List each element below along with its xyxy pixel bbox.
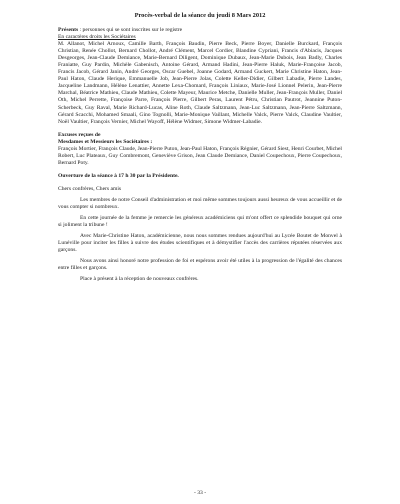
excuses-names: François Mortier, François Claude, Jean-Pierre Puton, Jean-Paul Haton, François Régnier, Gérard Siest, Henri Courbet, Michel Robert, Luc Plateaux, Guy Combremont, Geneviève Grison, Jean Claude Demiance, Daniel Coupechoux, Pierre Coupechoux, Bernard Poty. bbox=[58, 145, 342, 166]
page-title: Procès-verbal de la séance du jeudi 8 Mars 2012 bbox=[134, 12, 266, 19]
presents-heading: Présents bbox=[58, 27, 79, 33]
excuses-heading: Excuses reçues de bbox=[58, 131, 101, 138]
paragraph-2: En cette journée de la femme je remercie les généreux académiciens qui m'ont offert ce splendide bouquet qui orne si joliment la tribune ! bbox=[58, 215, 342, 229]
ouverture: Ouverture de la séance à 17 h 30 par la Présidente. bbox=[58, 172, 179, 179]
paragraph-3: Avec Marie-Christine Haton, académicienne, nous nous sommes rendues aujourd'hui au Lycée Boutet de Monvel à Lunéville pour inciter les filles à suivre des études scientifiques et à démystifier l'accès des carrières réputées réservées aux garçons. bbox=[58, 233, 342, 254]
presents-subheading: En caractères droits les Sociétaires bbox=[58, 34, 136, 41]
excuses-subheading: Mesdames et Messieurs les Sociétaires : bbox=[58, 138, 153, 145]
paragraph-5: Place à présent à la réception de nouveaux confrères. bbox=[80, 276, 199, 283]
presents-heading-line bbox=[58, 27, 342, 34]
presents-names: M. Allanot, Michel Arnoux, Camille Barth, François Baudin, Pierre Beck, Pierre Boyer, Danielle Burckard, François Christian, Renée Chollot, Bernard Chollot, André Clément, Marcel Cordier, Blandine Cypriani, Francis d'Abiacis, Jacques Desgeorges, Jean-Claude Demiance, Marie-Bernard Diligent, Dominique Dubaux, Jean-Marie Dubois, Jean Badly, Charles Franiatte, Guy Pardin, Michèle Gabenisch, Antoine Gérard, Armand Hadini, Jean-Pierre Haluk, Marie-Françoise Jacob, Francis Jacob, Gérard Janin, André Georges, Oscar Guebel, Joanne Godard, Armand Guckert, Marie Christine Haton, Jean-Paul Haton, Claude Herique, Emmanuelle Job, Jean-Pierre Jolas, Colette Keller-Didier, Gilbert Labadie, Pierre Landes, Jacqueline Landmann, Hélène Lenattier, Annette Lexa-Chomard, François Liniaux, Marie-José Lionnel Pelerin, Jean-Pierre Marchal, Béatrice Mathieu, Claude Mathieu, Colette Mayeur, Maurice Metche, Danielle Muller, Jean-François Muller, Daniel Oth, Michel Perrette, Françoise Parre, François Pierre, Gilbert Peras, Laurent Pétru, Christian Pautrot, Jeannine Puton-Scherbeck, Guy Raval, Marie Richard-Lucas, Aline Roth, Claude Saltzmann, Jean-Luc Saltzmann, Jean-Pierre Saltzmann, Gérard Scacchi, Mohamed Smaali, Gino Tognolli, Marie-Monique Vaillant, Michelle Valck, Pierre Valck, Claudine Vaultier, Noël Vaultier, François Vernier, Michel Wayoff, Hélène Widmer, Simone Widmer-Labadie. bbox=[58, 41, 342, 125]
presents-heading-rest: : personnes qui se sont inscrites sur le registre bbox=[78, 27, 183, 33]
page-number: - 33 - bbox=[193, 490, 207, 496]
salutation: Chers confrères, Chers amis bbox=[58, 185, 122, 192]
paragraph-1: Les membres de notre Conseil d'administration et moi même sommes toujours aussi heureux de vous accueillir et de vous compter si nombreux. bbox=[58, 196, 342, 211]
paragraph-4: Nous avons ainsi honoré notre profession de foi et espérons avoir été utiles à la progression de l'égalité des chances entre filles et garçons. bbox=[58, 258, 342, 272]
